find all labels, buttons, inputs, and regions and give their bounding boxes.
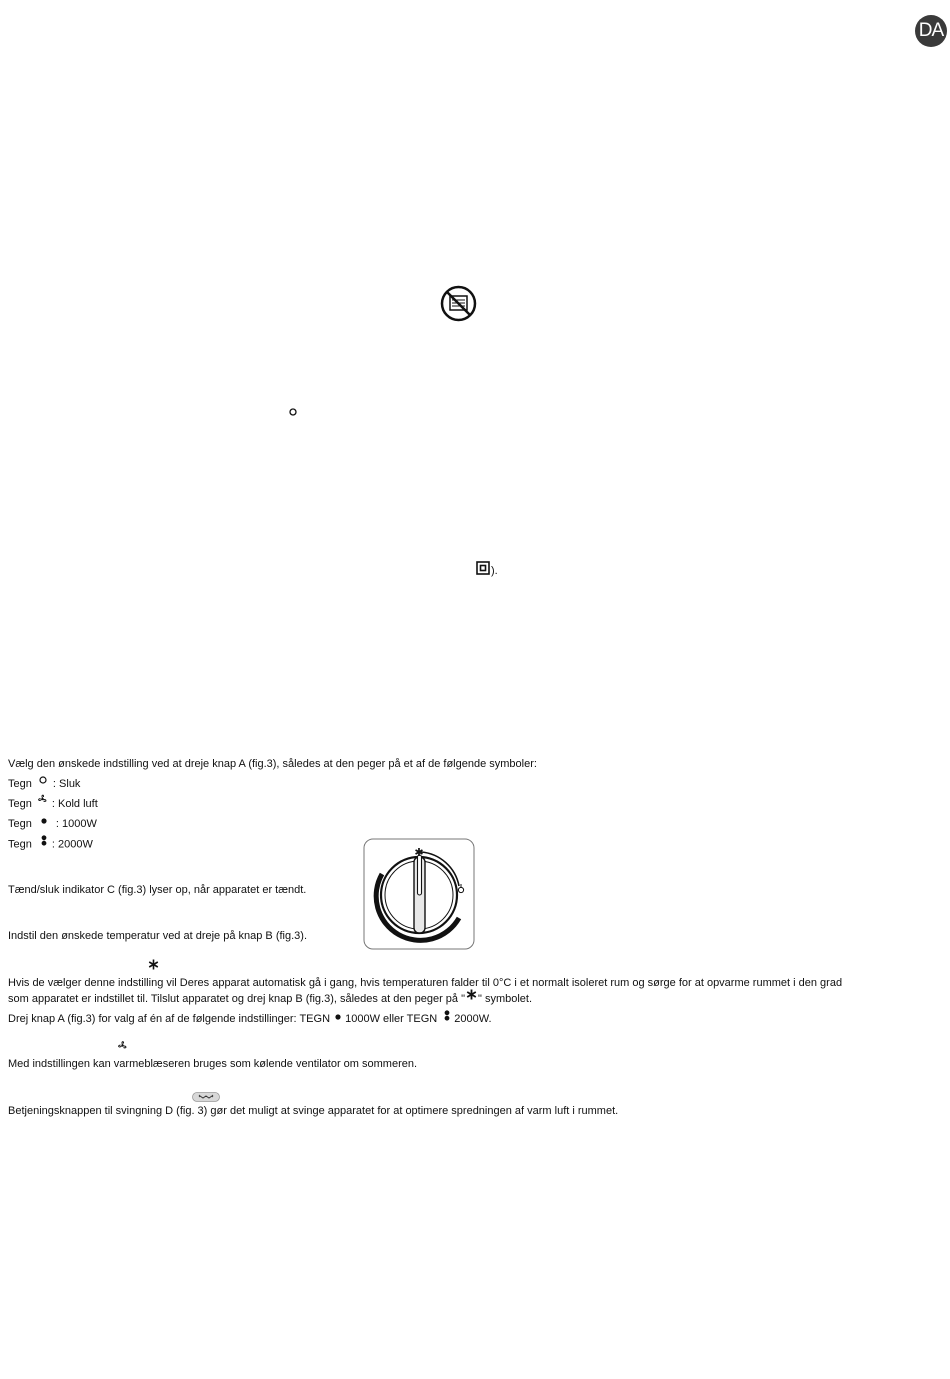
- setting-2000w: [8, 837, 93, 852]
- antifreeze-line-3-b: 1000W eller TEGN: [345, 1012, 438, 1025]
- fan-icon: [37, 794, 48, 808]
- antifreeze-line-3-a: Drej knap A (fig.3) for valg af én af de følgende indstillinger: TEGN: [8, 1012, 331, 1025]
- do-not-cover-icon: [440, 285, 477, 322]
- setting-prefix: Tegn: [8, 818, 32, 830]
- off-circle-icon: [289, 403, 297, 411]
- double-insulation-icon: [476, 561, 490, 575]
- setting-off: [8, 777, 80, 791]
- antifreeze-line-3: [8, 1011, 943, 1027]
- language-badge: DA: [915, 15, 947, 47]
- setting-1000w: [8, 817, 97, 831]
- two-dots-icon: [41, 835, 47, 850]
- setting-label: : 1000W: [55, 818, 97, 830]
- off-circle-icon: [39, 774, 47, 788]
- setting-prefix: Tegn: [8, 838, 32, 851]
- closing-paren: ).: [491, 565, 498, 577]
- oscillation-text: Betjeningsknappen til svingning D (fig. 3) gør det muligt at svinge apparatet for at optimere spredningen af varm luft i rummet.: [8, 1105, 619, 1117]
- setting-prefix: Tegn: [8, 798, 32, 810]
- settings-intro: Vælg den ønskede indstilling ved at dreje knap A (fig.3), således at den peger på et af de følgende symboler:: [8, 758, 537, 770]
- antifreeze-line-1: Hvis de vælger denne indstilling vil Deres apparat automatisk gå i gang, hvis temperaturen falder til 0°C i et normalt isoleret rum og sørge for at opvarme rummet i den grad: [8, 977, 843, 989]
- antifreeze-line-2-end: " symbolet.: [478, 992, 533, 1005]
- antifreeze-star-icon: [466, 989, 477, 1005]
- antifreeze-line-2: [8, 991, 943, 1007]
- antifreeze-line-3-c: 2000W.: [454, 1012, 492, 1025]
- antifreeze-star-icon: [148, 957, 159, 968]
- thermostat-knob-illustration: [363, 838, 475, 950]
- one-dot-icon: [335, 1010, 341, 1025]
- setting-label: : Kold luft: [51, 798, 98, 810]
- two-dots-icon: [444, 1010, 450, 1026]
- fan-summer-text: Med indstillingen kan varmeblæseren bruges som kølende ventilator om sommeren.: [8, 1058, 418, 1070]
- indicator-text: Tænd/sluk indikator C (fig.3) lyser op, når apparatet er tændt.: [8, 884, 307, 896]
- setting-cold-air: [8, 797, 98, 811]
- one-dot-icon: [41, 814, 47, 828]
- thermostat-text: Indstil den ønskede temperatur ved at dreje på knap B (fig.3).: [8, 930, 307, 942]
- setting-label: : Sluk: [52, 778, 81, 790]
- antifreeze-line-2-start: som apparatet er indstillet til. Tilslut apparatet og drej knap B (fig.3), således at den peger på ": [8, 992, 465, 1005]
- svg-text:✱: ✱: [414, 846, 424, 859]
- setting-label: : 2000W: [51, 838, 93, 851]
- oscillation-icon: [192, 1089, 220, 1099]
- antifreeze-paragraph: [8, 976, 943, 1027]
- setting-prefix: Tegn: [8, 778, 32, 790]
- fan-icon: [117, 1038, 128, 1049]
